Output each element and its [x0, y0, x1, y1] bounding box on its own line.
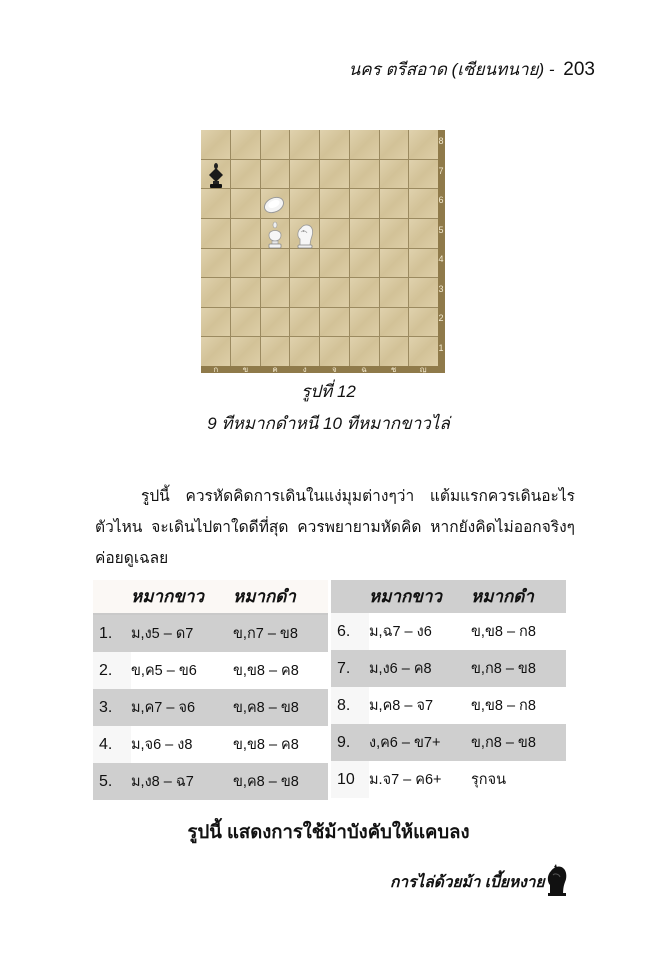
square — [409, 219, 438, 248]
white-move: ม,ง5 – ด7 — [131, 614, 233, 652]
white-move: ม,ค7 – จ6 — [131, 689, 233, 726]
header-black: หมากดำ — [233, 580, 328, 614]
square — [350, 337, 379, 366]
white-ma-piece-icon — [294, 221, 316, 249]
move-number: 2. — [93, 652, 131, 689]
figure-label: รูปที่ 12 — [301, 382, 356, 401]
header-num — [93, 580, 131, 614]
square — [231, 219, 260, 248]
file-label: ญ — [419, 366, 427, 373]
square — [201, 219, 230, 248]
table-header-row — [93, 580, 328, 614]
white-move: ข,ค5 – ข6 — [131, 652, 233, 689]
table-row — [93, 614, 328, 652]
square — [409, 308, 438, 337]
file-label: จ — [331, 366, 337, 373]
white-bia-piece-icon — [263, 196, 285, 214]
square — [201, 337, 230, 366]
square — [261, 278, 290, 307]
square — [380, 189, 409, 218]
square — [290, 249, 319, 278]
square — [320, 337, 349, 366]
black-move: ข,ข8 – ก8 — [471, 687, 566, 724]
table-row — [331, 687, 566, 724]
black-move: รุกจน — [471, 761, 566, 798]
file-label: ค — [272, 366, 278, 373]
file-label: ง — [302, 366, 307, 373]
square — [320, 278, 349, 307]
header-num — [331, 580, 369, 613]
white-move: ม.จ7 – ค6+ — [369, 761, 471, 798]
rank-label: 6 — [438, 195, 444, 205]
paragraph-text: รูปนี้ ควรหัดคิดการเดินในแง่มุมต่างๆว่า แต้มแรกควรเดินอะไร ตัวไหน จะเดินไปตาใดดีที่สุด ควรพยายามหัดคิด หากยังคิดไม่ออกจริงๆ ค่อยดูเฉลย — [95, 488, 575, 567]
table-row — [93, 652, 328, 689]
page-number: 203 — [563, 59, 595, 80]
square — [409, 337, 438, 366]
square — [380, 130, 409, 159]
square — [231, 189, 260, 218]
square — [201, 249, 230, 278]
square — [350, 278, 379, 307]
move-number: 1. — [93, 614, 131, 652]
square — [380, 308, 409, 337]
black-move: ข,ก8 – ข8 — [471, 724, 566, 761]
table-header-row — [331, 580, 566, 613]
square — [320, 130, 349, 159]
rank-label: 2 — [438, 313, 444, 323]
move-number: 7. — [331, 650, 369, 687]
body-paragraph — [95, 481, 575, 574]
square — [350, 130, 379, 159]
white-move: ม,ง8 – ฉ7 — [131, 763, 233, 800]
white-move: ม,ฉ7 – ง6 — [369, 613, 471, 650]
black-met-piece-icon — [206, 162, 226, 189]
rank-label: 3 — [438, 283, 444, 294]
move-number: 3. — [93, 689, 131, 726]
table-row — [331, 650, 566, 687]
square — [290, 189, 319, 218]
move-number: 9. — [331, 724, 369, 761]
square — [261, 337, 290, 366]
header-white: หมากขาว — [131, 580, 233, 614]
square — [201, 189, 230, 218]
horse-knight-icon — [545, 863, 569, 902]
square — [201, 130, 230, 159]
move-number: 5. — [93, 763, 131, 800]
running-title: นคร ตรีสอาด (เซียนทนาย) - — [348, 60, 555, 79]
square — [409, 160, 438, 189]
white-move: ม,ง6 – ค8 — [369, 650, 471, 687]
square — [380, 337, 409, 366]
square — [350, 189, 379, 218]
square — [231, 278, 260, 307]
square — [261, 249, 290, 278]
square — [290, 337, 319, 366]
square — [409, 249, 438, 278]
square — [320, 308, 349, 337]
board-grid — [201, 130, 438, 366]
square — [201, 278, 230, 307]
square — [290, 308, 319, 337]
page-header — [349, 56, 595, 83]
square — [231, 337, 260, 366]
moves-table-left — [93, 580, 328, 800]
black-move: ข,ข8 – ค8 — [233, 652, 328, 689]
black-move: ข,ค8 – ข8 — [233, 689, 328, 726]
move-number: 6. — [331, 613, 369, 650]
square — [409, 189, 438, 218]
rank-label: 4 — [438, 254, 444, 264]
table-row — [331, 761, 566, 798]
black-move: ข,ข8 – ก8 — [471, 613, 566, 650]
chess-board — [201, 130, 445, 373]
square — [231, 130, 260, 159]
square — [290, 278, 319, 307]
square — [350, 249, 379, 278]
black-move: ข,ข8 – ค8 — [233, 726, 328, 763]
white-move: ง,ค6 – ข7+ — [369, 724, 471, 761]
file-label: ฉ — [361, 366, 367, 373]
table-row — [331, 613, 566, 650]
running-foot: การไล่ด้วยม้า เบี้ยหงาย — [390, 874, 545, 891]
black-move: ข,ก7 – ข8 — [233, 614, 328, 652]
square — [380, 219, 409, 248]
move-number: 8. — [331, 687, 369, 724]
square — [320, 249, 349, 278]
table-row — [93, 763, 328, 800]
square — [320, 189, 349, 218]
square — [350, 308, 379, 337]
square — [231, 249, 260, 278]
square — [380, 160, 409, 189]
figure-subtitle: 9 ทีหมากดำหนี 10 ทีหมากขาวไล่ — [207, 414, 450, 433]
square — [290, 160, 319, 189]
square — [380, 249, 409, 278]
header-black: หมากดำ — [471, 580, 566, 613]
move-number: 10 — [331, 761, 369, 798]
rank-label: 8 — [438, 136, 444, 146]
square — [261, 160, 290, 189]
square — [409, 278, 438, 307]
square — [320, 160, 349, 189]
square — [231, 308, 260, 337]
square — [350, 219, 379, 248]
square — [261, 308, 290, 337]
table-row — [331, 724, 566, 761]
file-label: ช — [390, 366, 397, 373]
white-move: ม,ค8 – จ7 — [369, 687, 471, 724]
rank-labels — [437, 130, 445, 366]
table-row — [93, 689, 328, 726]
table-row — [93, 726, 328, 763]
square — [350, 160, 379, 189]
moves-table-right — [331, 580, 566, 798]
rank-label: 1 — [438, 342, 444, 353]
square — [290, 130, 319, 159]
square — [261, 130, 290, 159]
black-move: ข,ค8 – ข8 — [233, 763, 328, 800]
square — [380, 278, 409, 307]
file-labels — [201, 366, 438, 373]
square — [320, 219, 349, 248]
square — [201, 308, 230, 337]
footer-caption: รูปนี้ แสดงการใช้ม้าบังคับให้แคบลง — [187, 821, 470, 842]
white-move: ม,จ6 – ง8 — [131, 726, 233, 763]
header-white: หมากขาว — [369, 580, 471, 613]
file-label: ข — [242, 366, 249, 373]
square — [409, 130, 438, 159]
white-khon-piece-icon — [265, 221, 285, 249]
square — [231, 160, 260, 189]
rank-label: 7 — [438, 165, 444, 176]
move-number: 4. — [93, 726, 131, 763]
black-move: ข,ก8 – ข8 — [471, 650, 566, 687]
rank-label: 5 — [438, 224, 444, 235]
file-label: ก — [213, 366, 219, 373]
